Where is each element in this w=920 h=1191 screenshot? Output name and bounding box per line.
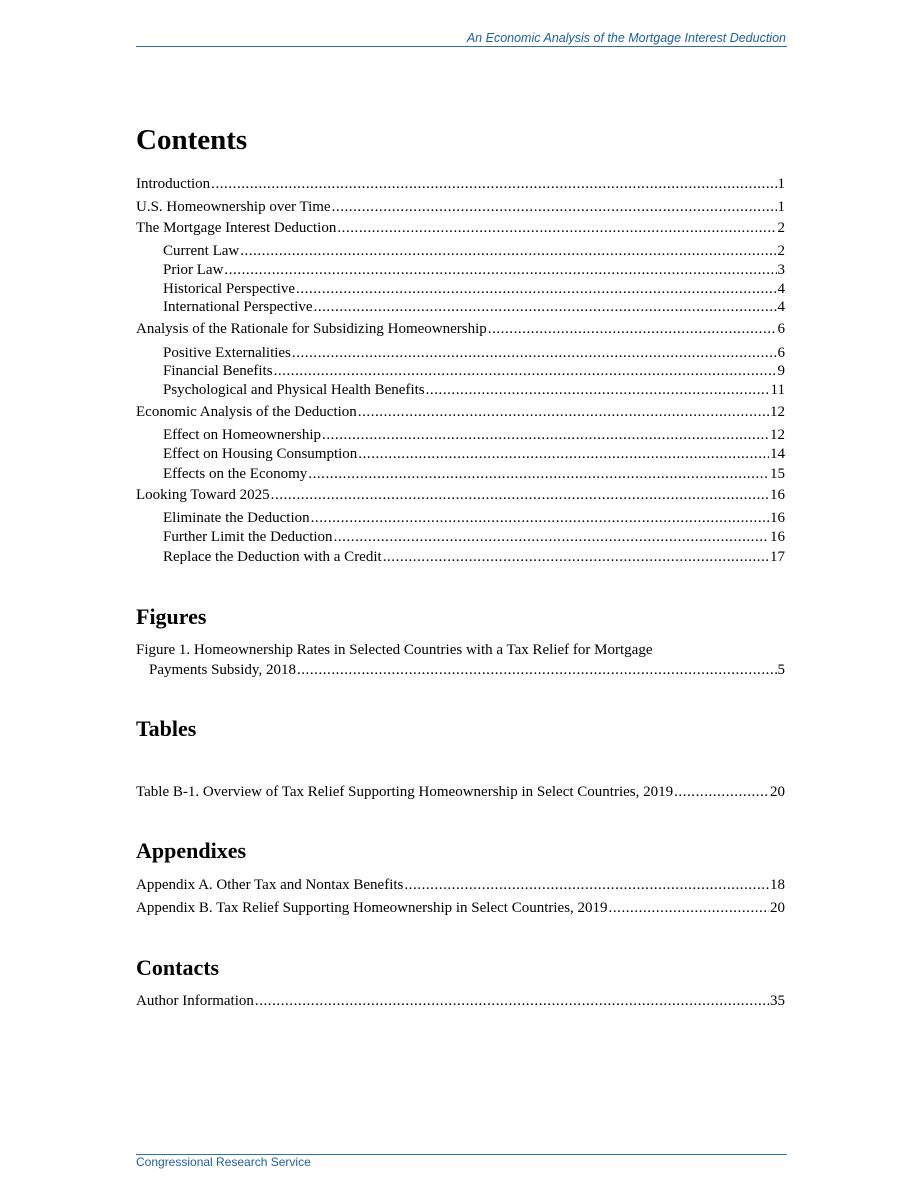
- toc-entry-page: 16: [770, 487, 785, 503]
- toc-entry-economic-analysis[interactable]: [136, 402, 785, 422]
- toc-entry-title: The Mortgage Interest Deduction: [136, 220, 337, 236]
- toc-entry-further-limit[interactable]: [163, 527, 785, 547]
- toc-entry-page: 16: [770, 529, 785, 545]
- dot-leader: [609, 898, 769, 918]
- toc-entry-page: 11: [770, 382, 785, 398]
- dot-leader: [674, 782, 769, 802]
- toc-entry-title: U.S. Homeownership over Time: [136, 199, 331, 215]
- toc-entry-title: Payments Subsidy, 2018: [149, 662, 296, 678]
- toc-entry-page: 12: [770, 404, 785, 420]
- toc-entry-page: 9: [777, 363, 785, 379]
- toc-entry-title: Appendix B. Tax Relief Supporting Homeownership in Select Countries, 2019: [136, 900, 608, 916]
- dot-leader: [488, 319, 777, 339]
- appendixes-heading: Appendixes: [136, 838, 247, 863]
- toc-entry-health-benefits[interactable]: [163, 380, 785, 400]
- figures-heading: Figures: [136, 604, 207, 629]
- toc-entry-title: Further Limit the Deduction: [163, 529, 333, 545]
- dot-leader: [224, 260, 776, 280]
- dot-leader: [358, 444, 769, 464]
- table-entry-b1[interactable]: [136, 782, 785, 802]
- dot-leader: [211, 174, 776, 194]
- toc-entry-eliminate-deduction[interactable]: [163, 508, 785, 528]
- toc-entry-title: Appendix A. Other Tax and Nontax Benefits: [136, 877, 404, 893]
- toc-entry-title: Table B-1. Overview of Tax Relief Supporting Homeownership in Select Countries, 2019: [136, 784, 674, 800]
- dot-leader: [322, 425, 769, 445]
- dot-leader: [383, 547, 769, 567]
- toc-entry-page: 15: [770, 466, 785, 482]
- dot-leader: [240, 241, 776, 261]
- toc-entry-title: Current Law: [163, 243, 240, 259]
- toc-entry-page: 20: [770, 900, 785, 916]
- toc-entry-page: 4: [777, 281, 785, 297]
- dot-leader: [292, 343, 777, 363]
- toc-entry-title: International Perspective: [163, 299, 313, 315]
- toc-entry-effect-on-homeownership[interactable]: [163, 425, 785, 445]
- toc-entry-page: 6: [777, 321, 785, 337]
- toc-entry-title: Prior Law: [163, 262, 224, 278]
- figure-entry-1[interactable]: [149, 660, 785, 680]
- dot-leader: [337, 218, 776, 238]
- toc-entry-historical-perspective[interactable]: [163, 279, 785, 299]
- toc-entry-housing-consumption[interactable]: [163, 444, 785, 464]
- toc-entry-page: 5: [777, 662, 785, 678]
- toc-entry-homeownership-over-time[interactable]: [136, 197, 785, 217]
- toc-entry-effects-on-economy[interactable]: [163, 464, 785, 484]
- toc-entry-looking-toward-2025[interactable]: [136, 485, 785, 505]
- toc-entry-page: 20: [770, 784, 785, 800]
- header-rule: [136, 46, 787, 47]
- figure-entry-line1[interactable]: Figure 1. Homeownership Rates in Selected Countries with a Tax Relief for Mortgage: [136, 642, 653, 658]
- dot-leader: [296, 279, 776, 299]
- toc-entry-title: Effect on Housing Consumption: [163, 446, 358, 462]
- toc-entry-title: Financial Benefits: [163, 363, 273, 379]
- dot-leader: [314, 297, 777, 317]
- toc-entry-page: 12: [770, 427, 785, 443]
- dot-leader: [404, 875, 769, 895]
- toc-entry-title: Introduction: [136, 176, 211, 192]
- toc-entry-title: Historical Perspective: [163, 281, 296, 297]
- toc-entry-prior-law[interactable]: [163, 260, 785, 280]
- dot-leader: [297, 660, 777, 680]
- dot-leader: [358, 402, 769, 422]
- dot-leader: [334, 527, 769, 547]
- dot-leader: [274, 361, 777, 381]
- contents-heading: Contents: [136, 124, 248, 156]
- toc-entry-page: 6: [777, 345, 785, 361]
- toc-entry-page: 2: [777, 243, 785, 259]
- toc-entry-page: 16: [770, 510, 785, 526]
- toc-entry-page: 18: [770, 877, 785, 893]
- toc-entry-title: Psychological and Physical Health Benefits: [163, 382, 425, 398]
- toc-entry-title: Economic Analysis of the Deduction: [136, 404, 357, 420]
- toc-entry-international-perspective[interactable]: [163, 297, 785, 317]
- toc-entry-page: 3: [777, 262, 785, 278]
- toc-entry-title: Positive Externalities: [163, 345, 291, 361]
- toc-entry-introduction[interactable]: [136, 174, 785, 194]
- toc-entry-page: 17: [770, 549, 785, 565]
- toc-entry-title: Effects on the Economy: [163, 466, 308, 482]
- appendix-entry-b[interactable]: [136, 898, 785, 918]
- toc-entry-title: Analysis of the Rationale for Subsidizing Homeownership: [136, 321, 487, 337]
- toc-entry-rationale-analysis[interactable]: [136, 319, 785, 339]
- dot-leader: [311, 508, 769, 528]
- contact-entry-author-information[interactable]: [136, 991, 785, 1011]
- toc-entry-current-law[interactable]: [163, 241, 785, 261]
- toc-entry-title: Eliminate the Deduction: [163, 510, 310, 526]
- toc-entry-title: Effect on Homeownership: [163, 427, 322, 443]
- toc-entry-mortgage-interest-deduction[interactable]: [136, 218, 785, 238]
- toc-entry-title: Replace the Deduction with a Credit: [163, 549, 382, 565]
- dot-leader: [308, 464, 769, 484]
- contacts-heading: Contacts: [136, 955, 220, 980]
- toc-entry-title: Author Information: [136, 993, 254, 1009]
- toc-entry-title: Looking Toward 2025: [136, 487, 270, 503]
- dot-leader: [332, 197, 777, 217]
- dot-leader: [426, 380, 770, 400]
- toc-entry-replace-with-credit[interactable]: [163, 547, 785, 567]
- toc-entry-page: 14: [770, 446, 785, 462]
- running-footer: Congressional Research Service: [136, 1155, 311, 1169]
- running-header: An Economic Analysis of the Mortgage Interest Deduction: [466, 31, 786, 45]
- toc-entry-page: 2: [777, 220, 785, 236]
- toc-entry-page: 1: [777, 176, 785, 192]
- appendix-entry-a[interactable]: [136, 875, 785, 895]
- toc-entry-positive-externalities[interactable]: [163, 343, 785, 363]
- tables-heading: Tables: [136, 716, 197, 741]
- toc-entry-page: 1: [777, 199, 785, 215]
- toc-entry-page: 35: [770, 993, 785, 1009]
- toc-entry-financial-benefits[interactable]: [163, 361, 785, 381]
- toc-entry-page: 4: [777, 299, 785, 315]
- dot-leader: [255, 991, 769, 1011]
- dot-leader: [271, 485, 769, 505]
